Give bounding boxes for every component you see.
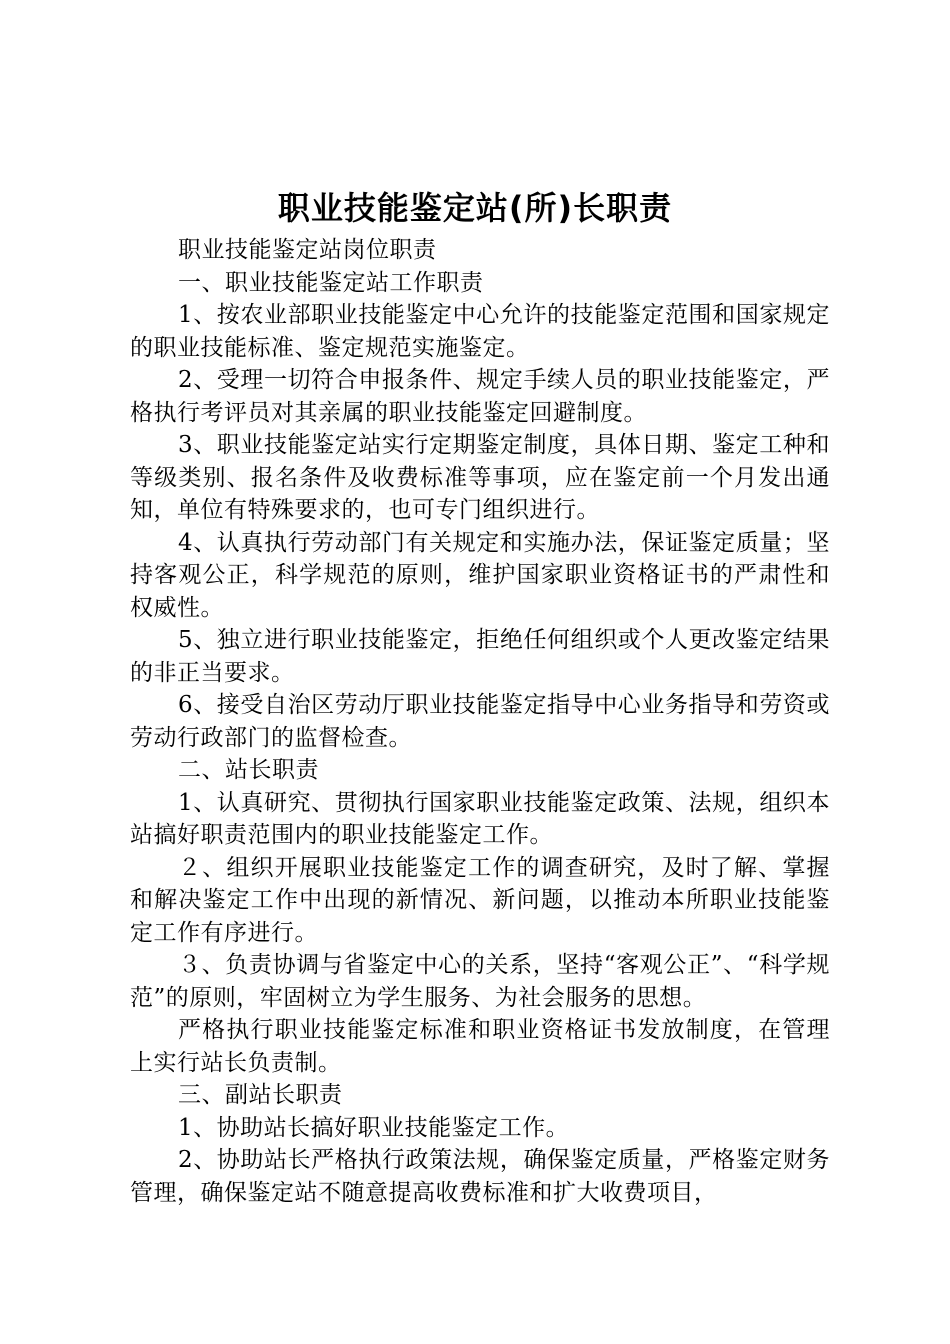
paragraph: 1、协助站长搞好职业技能鉴定工作。 (178, 1114, 570, 1141)
paragraph: 1、按农业部职业技能鉴定中心允许的技能鉴定范围和国家规定的职业技能标准、鉴定规范实施鉴定。 (130, 302, 830, 361)
paragraph: 6、接受自治区劳动厅职业技能鉴定指导中心业务指导和劳资或劳动行政部门的监督检查。 (130, 692, 830, 751)
paragraph-heading-1: 一、职业技能鉴定站工作职责 (178, 269, 484, 296)
paragraph: 严格执行职业技能鉴定标准和职业资格证书发放制度，在管理上实行站长负责制。 (130, 1017, 830, 1076)
paragraph: ２、组织开展职业技能鉴定工作的调查研究，及时了解、掌握和解决鉴定工作中出现的新情况、新问题，以推动本所职业技能鉴定工作有序进行。 (130, 854, 830, 946)
paragraph: 5、独立进行职业技能鉴定，拒绝任何组织或个人更改鉴定结果的非正当要求。 (130, 627, 830, 686)
paragraph: 4、认真执行劳动部门有关规定和实施办法，保证鉴定质量；坚持客观公正，科学规范的原则，维护国家职业资格证书的严肃性和权威性。 (130, 529, 830, 621)
paragraph: 2、协助站长严格执行政策法规，确保鉴定质量，严格鉴定财务管理，确保鉴定站不随意提高收费标准和扩大收费项目， (130, 1147, 830, 1206)
paragraph-section-caption: 职业技能鉴定站岗位职责 (178, 237, 437, 263)
document-title: 职业技能鉴定站(所)长职责 (277, 189, 673, 227)
paragraph-heading-2: 二、站长职责 (178, 757, 319, 783)
document-body (130, 234, 830, 1209)
paragraph: 2、受理一切符合申报条件、规定手续人员的职业技能鉴定，严格执行考评员对其亲属的职业技能鉴定回避制度。 (130, 367, 830, 426)
paragraph: ３、负责协调与省鉴定中心的关系，坚持“客观公正”、“科学规范”的原则，牢固树立为学生服务、为社会服务的思想。 (130, 952, 830, 1011)
paragraph-heading-3: 三、副站长职责 (178, 1082, 343, 1108)
paragraph: 1、认真研究、贯彻执行国家职业技能鉴定政策、法规，组织本站搞好职责范围内的职业技能鉴定工作。 (130, 789, 830, 848)
paragraph: 3、职业技能鉴定站实行定期鉴定制度，具体日期、鉴定工种和等级类别、报名条件及收费标准等事项，应在鉴定前一个月发出通知，单位有特殊要求的，也可专门组织进行。 (130, 432, 830, 523)
